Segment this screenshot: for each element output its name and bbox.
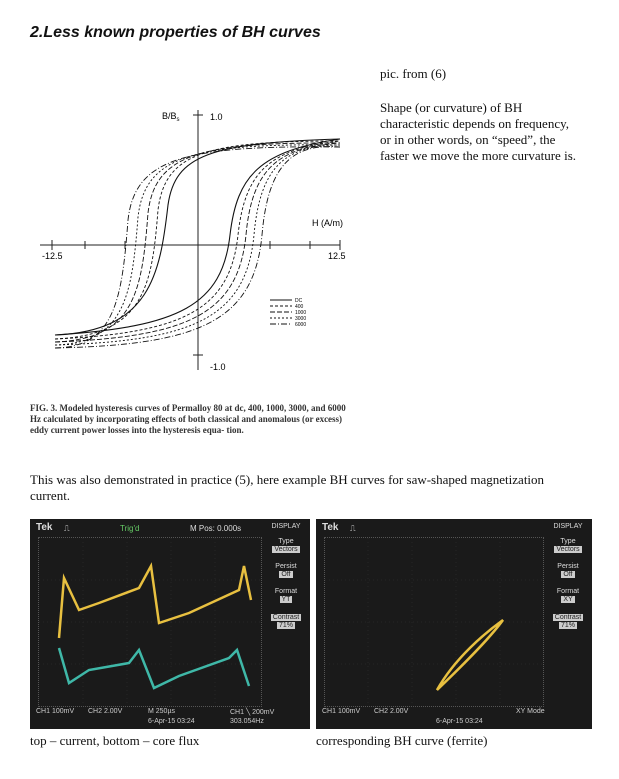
scope-brand: Tek (36, 522, 53, 533)
hysteresis-figure (30, 95, 370, 385)
date-stamp: 6-Apr-15 03:24 (436, 718, 483, 725)
y-top-label: 1.0 (210, 112, 223, 122)
ch1-scale: CH1 100mV (322, 708, 361, 715)
legend-item: 1000 (295, 310, 307, 316)
description-text: Shape (or curvature) of BH characteristic depends on frequency, or in other words, on “speed”, the faster we move the more curvature is. (380, 100, 577, 163)
ch2-scale: CH2 2.00V (88, 708, 123, 715)
trigger-level: CH1 ╲ 200mV (230, 709, 275, 716)
menu-format[interactable]: Format YT (274, 588, 298, 603)
scope-grid (38, 537, 262, 707)
menu-title: DISPLAY (271, 523, 301, 530)
figure-caption: FIG. 3. Modeled hysteresis curves of Permalloy 80 at dc, 400, 1000, 3000, and 6000 Hz calculated by incorporating effects of both classical and anomalous (or excess) eddy current power losses into the hysteresis equa- tion. (30, 403, 346, 435)
xy-mode-label: XY Mode (516, 708, 545, 715)
ch1-trace (59, 566, 251, 638)
menu-title: DISPLAY (553, 523, 583, 530)
ch2-scale: CH2 2.00V (374, 708, 409, 715)
menu-persist[interactable]: Persist Off (275, 563, 297, 578)
display-menu (546, 523, 590, 629)
right-scope-caption: corresponding BH curve (ferrite) (316, 733, 488, 748)
scope-grid (324, 537, 544, 707)
x-axis-label: H (A/m) (312, 218, 343, 228)
menu-contrast[interactable]: Contrast 71% (272, 614, 300, 629)
legend-item: DC (295, 298, 303, 304)
display-menu (264, 523, 308, 629)
date-stamp: 6-Apr-15 03:24 (148, 718, 195, 725)
ch2-trace (59, 648, 249, 688)
trigger-status: Trig'd (120, 524, 140, 533)
pulse-icon: ⎍ (64, 524, 70, 533)
pulse-icon: ⎍ (350, 524, 356, 533)
page-heading: 2.Less known properties of BH curves (30, 24, 321, 41)
legend-item: 3000 (295, 316, 307, 322)
menu-type[interactable]: Type Vectors (274, 538, 298, 553)
menu-format[interactable]: Format XY (556, 588, 580, 603)
legend-item: 400 (295, 304, 304, 310)
y-bottom-label: -1.0 (210, 362, 226, 372)
source-note: pic. from (6) (380, 66, 447, 81)
y-axis-label: $B/B_s$ (162, 111, 180, 123)
scope-brand: Tek (322, 522, 339, 533)
ch1-scale: CH1 100mV (36, 708, 75, 715)
practice-text: This was also demonstrated in practice (5), here example BH curves for saw-shaped magnetization current. (30, 472, 545, 503)
left-scope-caption: top – current, bottom – core flux (30, 733, 200, 748)
menu-contrast[interactable]: Contrast 71% (554, 614, 582, 629)
mpos-readout: M Pos: 0.000s (190, 524, 242, 533)
legend-item: 6000 (295, 322, 307, 328)
x-right-label: 12.5 (328, 251, 346, 261)
menu-type[interactable]: Type Vectors (556, 538, 580, 553)
oscilloscope-right (316, 519, 592, 729)
legend (270, 298, 306, 328)
bh-loop-trace (437, 620, 503, 690)
oscilloscope-left (30, 519, 310, 729)
x-left-label: -12.5 (42, 251, 63, 261)
timebase: M 250µs (148, 708, 175, 715)
menu-persist[interactable]: Persist Off (557, 563, 579, 578)
frequency-readout: 303.054Hz (230, 718, 264, 725)
